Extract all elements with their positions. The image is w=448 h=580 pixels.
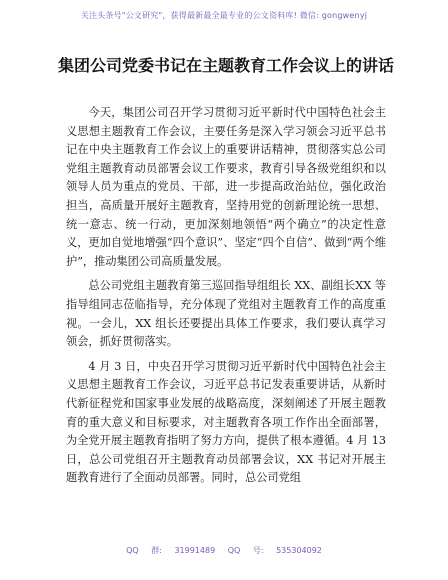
header-promo-note: 关注头条号"公文研究"，获得最新最全最专业的公文资料库! 微信: gongwenyj <box>80 11 368 20</box>
body-paragraph-3: 4 月 3 日，中央召开学习贯彻习近平新时代中国特色社会主义思想主题教育工作会议，习近平总书记发表重要讲话，从新时代新征程党和国家事业发展的战略高度，深刻阐述了开展主题教育的重大意义和目标要求，对主题教育各项工作作出全面部署，为全党开展主题教育指明了努力方向，提供了根本遵循。4 月 13 日，总公司党组召开主题教育动员部署会议，XX 书记对开展主题教育进行了全面动员部署。同时，总公司党组 <box>66 359 386 485</box>
document-title: 集团公司党委书记在主题教育工作会议上的讲话 <box>58 56 395 75</box>
body-paragraph-2: 总公司党组主题教育第三巡回指导组组长 XX、副组长XX 等指导组同志莅临指导，充分体现了党组对主题教育工作的高度重视。一会儿，XX 组长还要提出具体工作要求，我们要认真学习领会，抓好贯彻落实。 <box>66 279 386 349</box>
body-paragraph-1: 今天，集团公司召开学习贯彻习近平新时代中国特色社会主义思想主题教育工作会议，主要任务是深入学习领会习近平总书记在中央主题教育工作会议上的重要讲话精神，贯彻落实总公司党组主题教育动员部署会议工作要求，教育引导各级党组织和以领导人员为重点的党员、干部，进一步提高政治站位，强化政治担当，高质量开展好主题教育，坚持用党的创新理论统一思想、统一意志、统一行动，更加深刻地领悟“两个确立”的决定性意义，更加自觉地增强“四个意识”、坚定“四个自信”、做到“两个维护”，推动集团公司高质量发展。 <box>66 106 386 268</box>
footer-contact-note: QQ 群: 31991489 QQ 号: 535304092 <box>126 546 322 555</box>
document-body <box>66 104 386 494</box>
